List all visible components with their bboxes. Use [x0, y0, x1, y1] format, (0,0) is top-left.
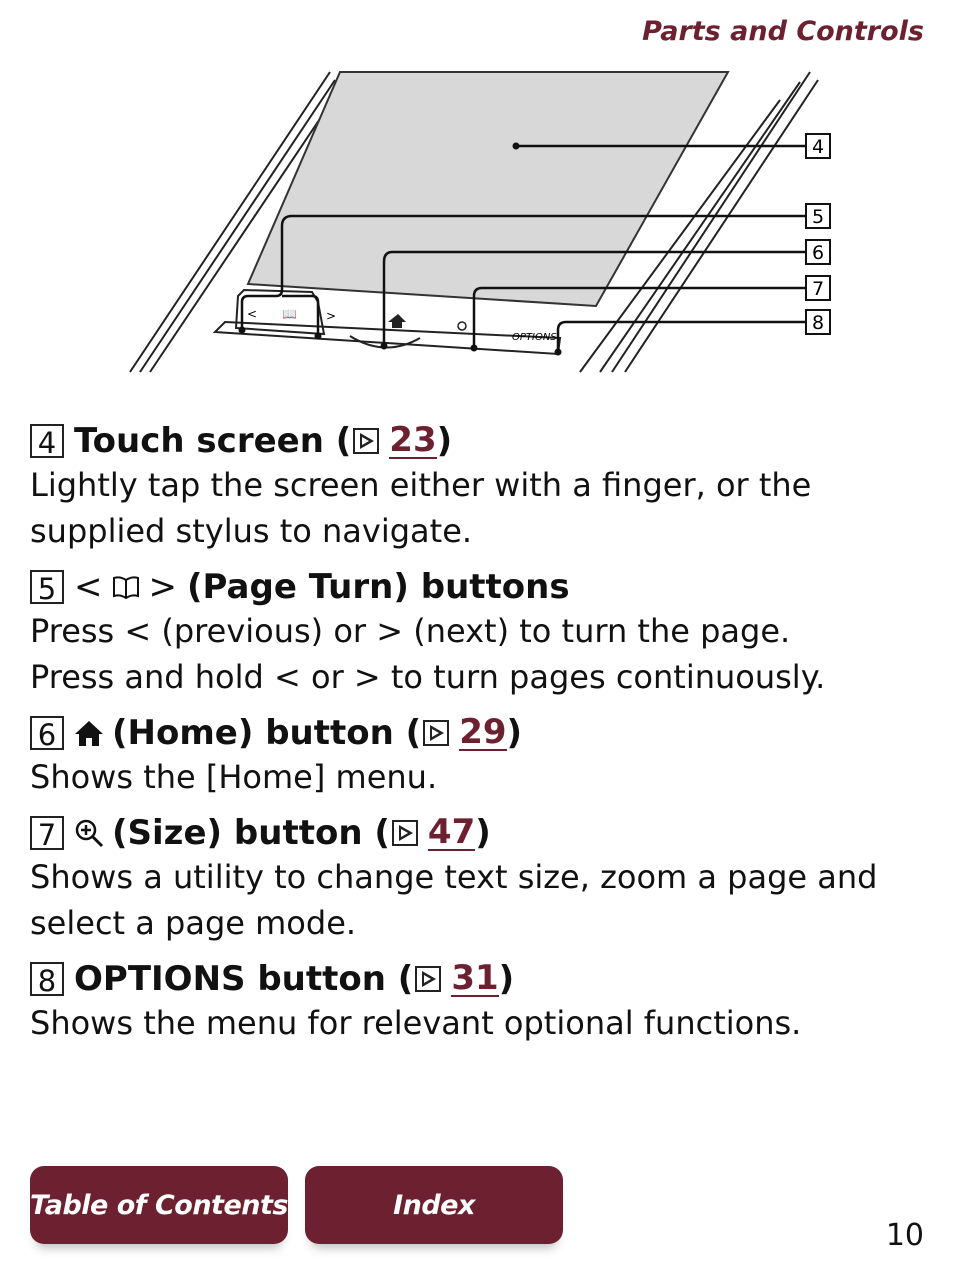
touch-screen-area: [248, 72, 728, 306]
list-item: [30, 958, 930, 1046]
callout-7: 7: [811, 278, 825, 300]
page-reference-icon: [353, 428, 379, 454]
parts-list: [30, 420, 930, 1058]
item-description: [30, 462, 930, 554]
item-label: (Page Turn) buttons: [187, 567, 570, 607]
item-description: [30, 854, 930, 946]
close-paren: ): [506, 713, 523, 753]
list-item: [30, 712, 930, 800]
list-item: [30, 420, 930, 554]
book-icon: [111, 574, 141, 600]
svg-text:>: >: [326, 309, 337, 323]
callout-6: 6: [811, 242, 825, 264]
list-item: [30, 812, 930, 946]
callout-5: 5: [811, 206, 825, 228]
page-number: 10: [885, 1218, 924, 1253]
description-line: Lightly tap the screen either with a finger, or the: [30, 466, 812, 504]
page-reference-icon: [415, 966, 441, 992]
next-glyph: >: [148, 567, 177, 607]
item-label: (Size) button (: [112, 813, 390, 853]
previous-glyph: <: [74, 567, 103, 607]
index-button[interactable]: Index: [305, 1166, 563, 1244]
item-label: (Home) button (: [112, 713, 422, 753]
list-item: [30, 566, 930, 700]
description-line: supplied stylus to navigate.: [30, 512, 473, 550]
page-reference-icon: [392, 820, 418, 846]
page-link-47[interactable]: 47: [427, 812, 476, 852]
item-title: [30, 712, 930, 754]
description-line: Shows the menu for relevant optional functions.: [30, 1004, 802, 1042]
svg-text:<: <: [247, 307, 258, 321]
close-paren: ): [498, 959, 515, 999]
zoom-icon: [74, 818, 104, 848]
item-title: [30, 420, 930, 462]
item-number: 5: [30, 570, 64, 604]
description-line: select a page mode.: [30, 904, 357, 942]
options-label: OPTIONS: [512, 332, 557, 343]
device-illustration: [0, 0, 954, 400]
item-label: OPTIONS button (: [74, 959, 414, 999]
item-number: 4: [30, 424, 64, 458]
callout-8: 8: [811, 312, 825, 334]
svg-text:📖: 📖: [282, 307, 297, 321]
table-of-contents-button[interactable]: Table of Contents: [30, 1166, 288, 1244]
item-description: [30, 608, 930, 700]
section-title: Parts and Controls: [642, 16, 924, 47]
description-line: Shows a utility to change text size, zoom a page and: [30, 858, 878, 896]
item-description: [30, 1000, 930, 1046]
item-title: [30, 958, 930, 1000]
callout-4: 4: [811, 136, 825, 158]
description-line: Press and hold < or > to turn pages continuously.: [30, 658, 826, 696]
home-icon: [74, 719, 104, 747]
close-paren: ): [436, 421, 453, 461]
item-title: [30, 566, 930, 608]
item-description: [30, 754, 930, 800]
item-title: [30, 812, 930, 854]
close-paren: ): [475, 813, 491, 853]
item-number: 7: [30, 816, 64, 850]
page-link-29[interactable]: 29: [459, 712, 507, 752]
page-link-31[interactable]: 31: [451, 958, 499, 998]
item-label: Touch screen (: [74, 421, 352, 461]
page-link-23[interactable]: 23: [389, 420, 437, 460]
item-number: 6: [30, 716, 64, 750]
page-reference-icon: [423, 720, 449, 746]
item-number: 8: [30, 962, 64, 996]
description-line: Press < (previous) or > (next) to turn the page.: [30, 612, 791, 650]
home-icon: [388, 314, 406, 328]
description-line: Shows the [Home] menu.: [30, 758, 438, 796]
size-icon: [458, 322, 466, 330]
